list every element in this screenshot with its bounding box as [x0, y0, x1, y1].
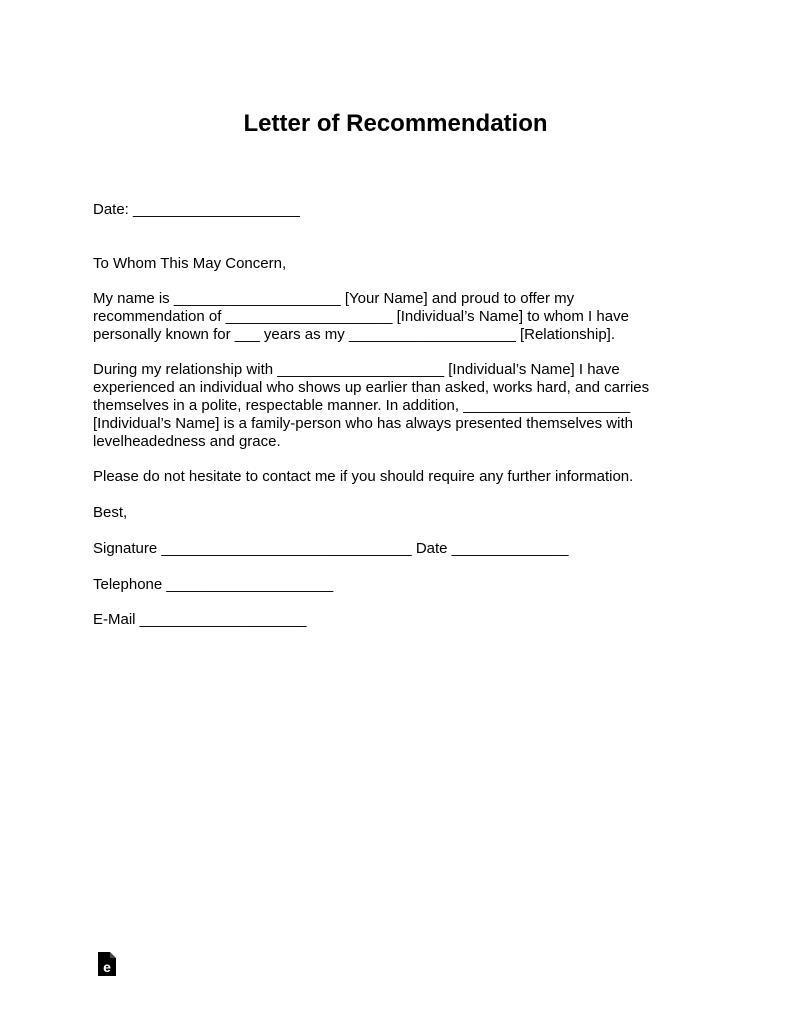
- salutation: To Whom This May Concern,: [93, 255, 287, 272]
- paragraph-3: Please do not hesitate to contact me if you should require any further information.: [93, 468, 634, 485]
- signature-line: Signature ______________________________ Date ______________: [93, 540, 569, 557]
- svg-text:e: e: [103, 959, 111, 975]
- paragraph-1-line-3: personally known for ___ years as my ____________________ [Relationship].: [93, 326, 616, 343]
- paragraph-2-line-1: During my relationship with ____________________ [Individual’s Name] I have: [93, 361, 620, 378]
- telephone-line: Telephone ____________________: [93, 576, 334, 593]
- paragraph-2-line-3: themselves in a polite, respectable manner. In addition, ____________________: [93, 397, 631, 414]
- date-line: Date: ____________________: [93, 201, 300, 218]
- email-line: E-Mail ____________________: [93, 611, 307, 628]
- paragraph-2-line-2: experienced an individual who shows up earlier than asked, works hard, and carries: [93, 379, 650, 396]
- paragraph-2-line-4: [Individual’s Name] is a family-person who has always presented themselves with: [93, 415, 633, 432]
- closing: Best,: [93, 504, 128, 521]
- page-title: Letter of Recommendation: [243, 110, 548, 137]
- paragraph-2-line-5: levelheadedness and grace.: [93, 433, 281, 450]
- paragraph-1-line-1: My name is ____________________ [Your Name] and proud to offer my: [93, 290, 575, 307]
- eforms-logo-icon: [98, 952, 116, 976]
- paragraph-1-line-2: recommendation of ____________________ [Individual’s Name] to whom I have: [93, 308, 629, 325]
